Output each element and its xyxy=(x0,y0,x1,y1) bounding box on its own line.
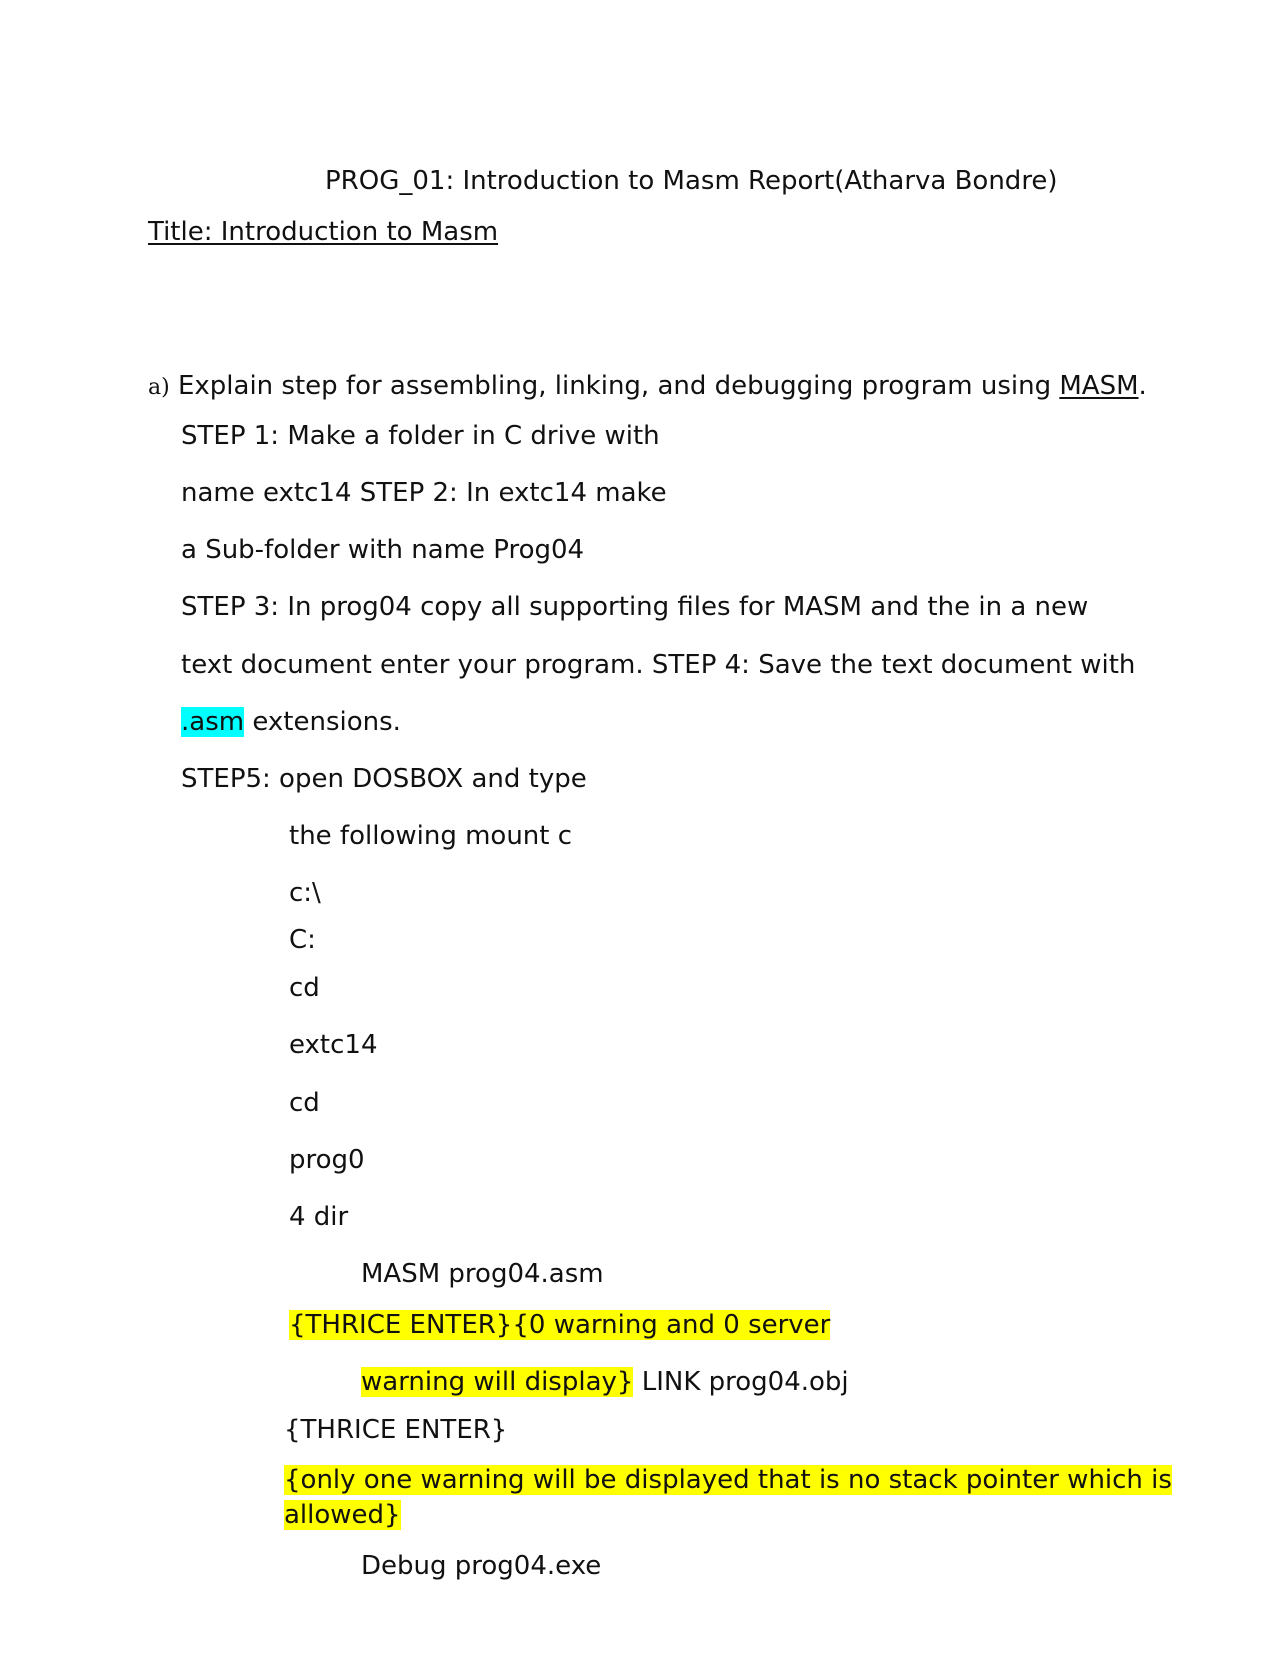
command-line-13b xyxy=(284,1498,401,1532)
command-line-7: prog0 xyxy=(289,1145,365,1175)
page-title: Title: Introduction to Masm xyxy=(148,217,499,247)
command-line-11-rest: LINK prog04.obj xyxy=(633,1367,849,1397)
stack-warning-highlight-2: allowed} xyxy=(284,1500,401,1530)
command-line-9: MASM prog04.asm xyxy=(361,1259,604,1289)
question-line xyxy=(148,369,1147,405)
warning-highlight: warning will display} xyxy=(361,1367,634,1397)
step-line-2: name extc14 STEP 2: In extc14 make xyxy=(181,478,667,508)
page-header: PROG_01: Introduction to Masm Report(Atharva Bondre) xyxy=(325,166,1058,196)
command-line-5: extc14 xyxy=(289,1030,378,1060)
command-line-10 xyxy=(289,1308,830,1342)
command-line-4: cd xyxy=(289,973,320,1003)
command-line-6: cd xyxy=(289,1088,320,1118)
step-line-4: STEP 3: In prog04 copy all supporting files for MASM and the in a new xyxy=(181,592,1089,622)
command-line-2: c:\ xyxy=(289,878,321,908)
masm-link[interactable]: MASM xyxy=(1059,371,1139,401)
step-line-5: text document enter your program. STEP 4: Save the text document with xyxy=(181,650,1136,680)
command-line-3: C: xyxy=(289,925,316,955)
command-line-8: 4 dir xyxy=(289,1202,349,1232)
command-line-14: Debug prog04.exe xyxy=(361,1551,602,1581)
thrice-enter-highlight: {THRICE ENTER}{0 warning and 0 server xyxy=(289,1310,831,1340)
command-line-13a xyxy=(284,1463,1172,1497)
step-line-3: a Sub-folder with name Prog04 xyxy=(181,535,585,565)
question-marker: a) xyxy=(148,375,170,400)
question-text: Explain step for assembling, linking, and debugging program using xyxy=(177,371,1060,401)
step-line-6 xyxy=(181,705,401,739)
command-line-12: {THRICE ENTER} xyxy=(284,1415,508,1445)
step-line-7: STEP5: open DOSBOX and type xyxy=(181,764,587,794)
asm-highlight: .asm xyxy=(181,707,245,737)
step-line-1: STEP 1: Make a folder in C drive with xyxy=(181,421,660,451)
step-line-6-rest: extensions. xyxy=(244,707,401,737)
stack-warning-highlight-1: {only one warning will be displayed that is no stack pointer which is xyxy=(284,1465,1172,1495)
question-period: . xyxy=(1138,371,1147,401)
command-line-1: the following mount c xyxy=(289,821,573,851)
command-line-11 xyxy=(361,1365,849,1399)
